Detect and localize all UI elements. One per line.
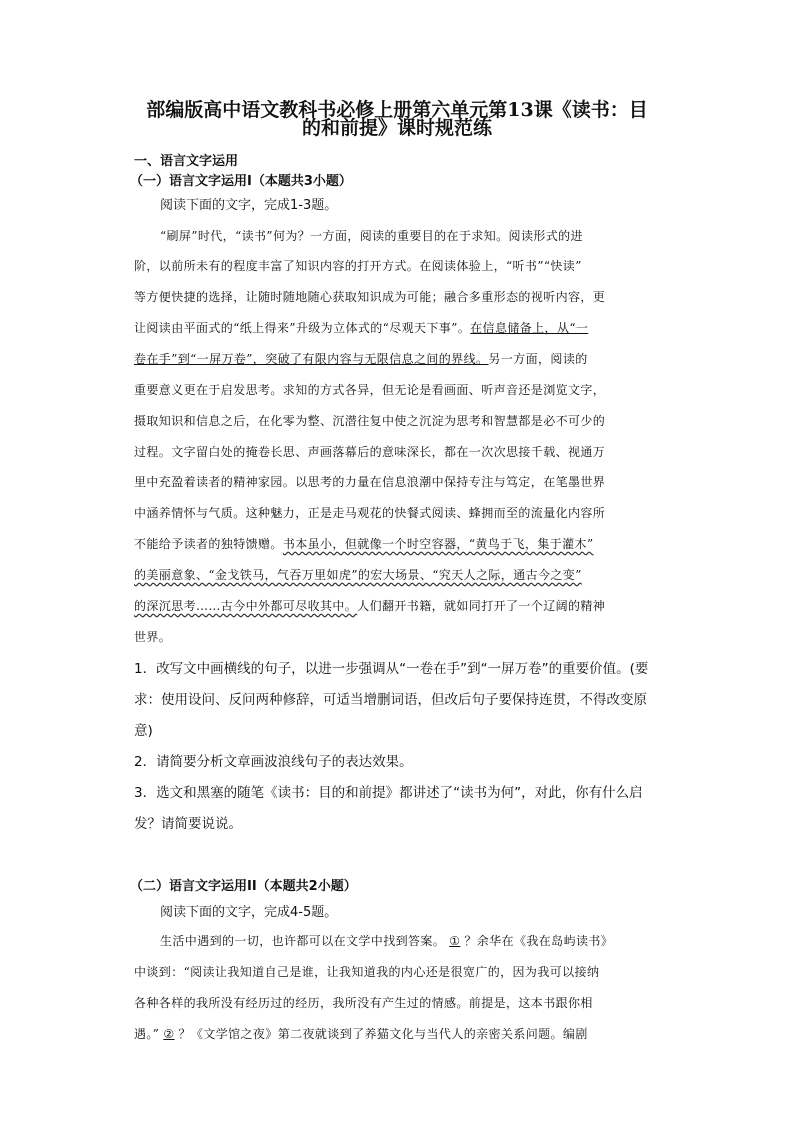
- passage-line: 重要意义更在于启发思考。求知的方式各异，但无论是看画面、听声音还是浏览文字，: [134, 383, 606, 397]
- passage-line: 阶，以前所未有的程度丰富了知识内容的打开方式。在阅读体验上，“听书”“快读”: [134, 259, 582, 273]
- passage-line: “刷屏”时代，“读书”何为？一方面，阅读的重要目的在于求知。阅读形式的进: [160, 229, 583, 243]
- passage-line: 各种各样的我所没有经历过的经历，我所没有产生过的情感。前提是，这本书跟你相: [134, 996, 593, 1010]
- passage-text: 人们翻开书籍，就如同打开了一个辽阔的精神: [357, 599, 606, 613]
- instruction-1: 阅读下面的文字，完成1-3题。: [160, 198, 338, 213]
- passage-line: [134, 567, 669, 583]
- subsection-heading-2: （二）语言文字运用II（本题共2小题）: [130, 879, 357, 894]
- question-1-line2: 求：使用设问、反问两种修辞，可适当增删词语，但改后句子要保持连贯，不得改变原: [134, 692, 647, 708]
- instruction-2: 阅读下面的文字，完成4-5题。: [160, 905, 338, 920]
- question-1-line1: 1．改写文中画横线的句子，以进一步强调从“一卷在手”到“一屏万卷”的重要价值。(要: [134, 661, 649, 677]
- passage-text: 不能给予读者的独特馈赠。: [134, 537, 283, 551]
- fill-blank-2: ②: [163, 1027, 175, 1041]
- passage-line: [160, 933, 695, 949]
- passage-text: 另一方面，阅读的: [488, 352, 588, 366]
- passage-line: 世界。: [134, 630, 172, 644]
- doc-title-line1: 部编版高中语文教科书必修上册第六单元第13课《读书：目: [146, 99, 648, 121]
- wavy-underlined-sentence: 书本虽小，但就像一个时空容器，“黄鸟于飞，集于灌木”: [282, 537, 594, 551]
- passage-text: 遇。”: [134, 1027, 160, 1041]
- doc-title-line2: 的和前提》课时规范练: [301, 117, 492, 139]
- passage-line: [134, 320, 669, 336]
- wavy-underlined-sentence: 的深沉思考……古今中外都可尽收其中。: [134, 599, 358, 613]
- question-1-line3: 意): [134, 723, 153, 739]
- passage-line: 过程。文字留白处的掩卷长思、声画落幕后的意味深长，都在一次次思接千载、视通万: [134, 445, 606, 459]
- passage-line: 中谈到：“阅读让我知道自己是谁，让我知道我的内心还是很宽广的，因为我可以接纳: [134, 965, 600, 979]
- passage-line: 等方便快捷的选择，让随时随地随心获取知识成为可能；融合多重形态的视听内容，更: [134, 290, 606, 304]
- section-heading: 一、语言文字运用: [134, 154, 239, 169]
- underlined-sentence: 在信息储备上，从“一: [470, 321, 589, 335]
- passage-line: [134, 598, 669, 614]
- passage-line: [134, 1026, 669, 1042]
- passage-text: ？余华在《我在岛屿读书》: [464, 934, 614, 948]
- subsection-heading-1: （一）语言文字运用Ⅰ（本题共3小题）: [130, 174, 352, 189]
- passage-line: 里中充盈着读者的精神家园。以思考的力量在信息浪潮中保持专注与笃定，在笔墨世界: [134, 475, 606, 489]
- wavy-underlined-sentence: 的美丽意象、“金戈铁马，气吞万里如虎”的宏大场景、“究天人之际，通古今之变”: [134, 568, 582, 582]
- passage-line: 摄取知识和信息之后，在化零为整、沉潜往复中使之沉淀为思考和智慧都是必不可少的: [134, 414, 606, 428]
- fill-blank-1: ①: [449, 934, 461, 948]
- passage-line: [134, 351, 669, 367]
- passage-text: ？《文学馆之夜》第二夜就谈到了养猫文化与当代人的亲密关系问题。编剧: [178, 1027, 588, 1041]
- question-2: 2．请简要分析文章画波浪线句子的表达效果。: [134, 754, 413, 770]
- question-3-line1: 3．选文和黑塞的随笔《读书：目的和前提》都讲述了“读书为何”，对此，你有什么启: [134, 785, 643, 801]
- passage-text: 让阅读由平面式的“纸上得来”升级为立体式的“尽观天下事”。: [134, 321, 471, 335]
- question-3-line2: 发？请简要说说。: [134, 816, 242, 832]
- passage-line: [134, 536, 669, 552]
- passage-line: 中涵养情怀与气质。这种魅力，正是走马观花的快餐式阅读、蜂拥而至的流量化内容所: [134, 506, 606, 520]
- underlined-sentence: 卷在手”到“一屏万卷”，突破了有限内容与无限信息之间的界线。: [134, 352, 489, 366]
- passage-text: 生活中遇到的一切，也许都可以在文学中找到答案。: [160, 934, 446, 948]
